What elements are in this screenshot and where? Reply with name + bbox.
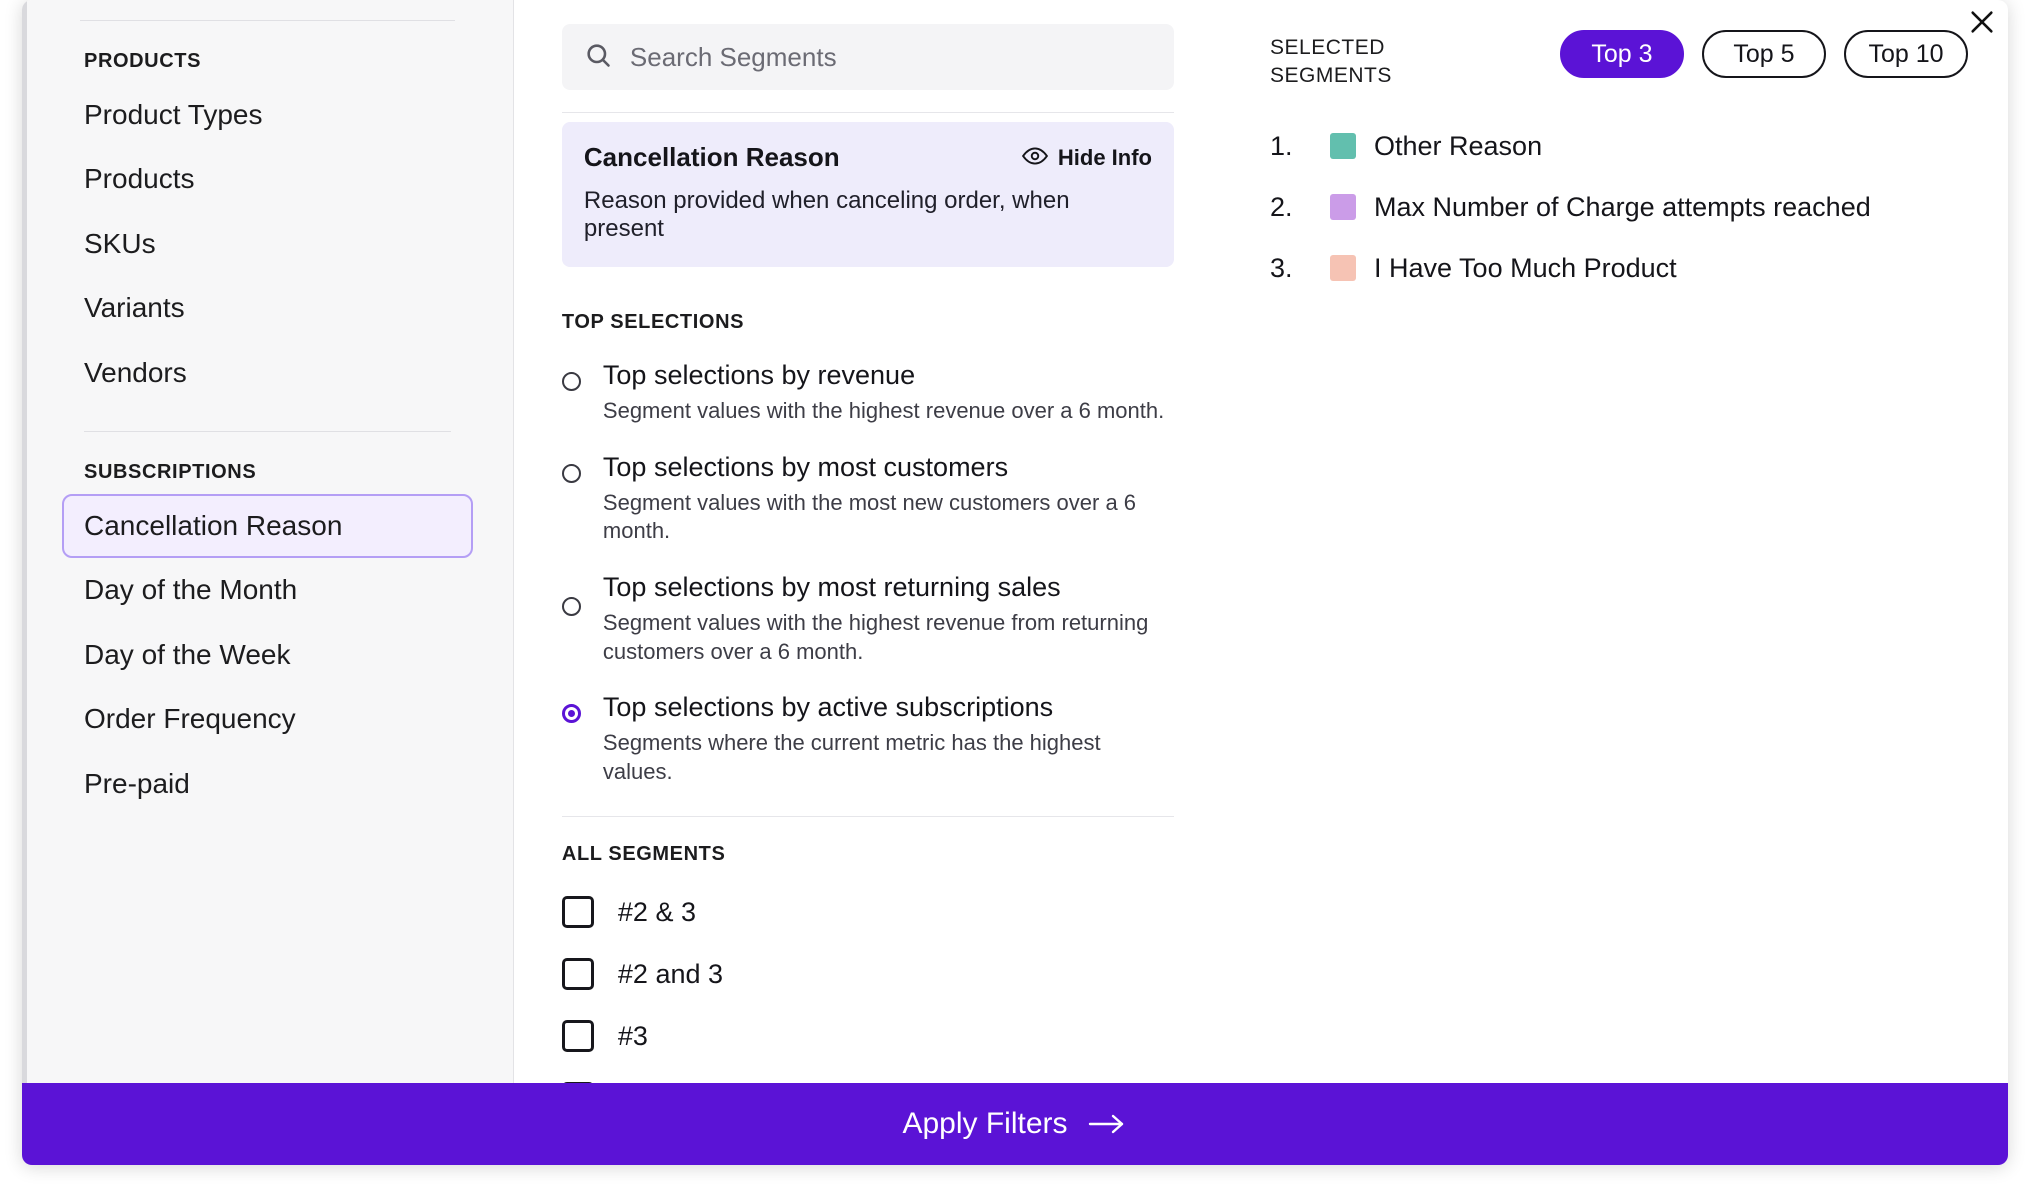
hide-info-button[interactable] (1022, 145, 1152, 171)
eye-icon (1022, 145, 1048, 171)
apply-filters-button[interactable] (22, 1083, 2008, 1165)
sidebar-item-skus[interactable]: SKUs (84, 227, 156, 259)
selected-segment-item (1270, 131, 1968, 162)
color-swatch (1330, 194, 1356, 220)
selected-segments-panel (1222, 0, 2008, 1083)
radio-option-title: Top selections by most customers (602, 451, 1009, 482)
sidebar-item-products[interactable]: Products (84, 163, 195, 195)
top-selections-label: TOP SELECTIONS (561, 311, 745, 333)
selected-segment-rank: 1. (1270, 130, 1293, 161)
segments-panel (514, 0, 1222, 1083)
radio-option-description: Segment values with the most new customers over a 6 month. (602, 489, 1137, 544)
segment-label: #3 (617, 1020, 648, 1051)
selected-segment-name: Max Number of Charge attempts reached (1374, 191, 1871, 222)
segment-label: #2 and 3 (617, 958, 724, 989)
selected-segment-name: Other Reason (1374, 130, 1543, 161)
sidebar-item-pre-paid[interactable]: Pre-paid (84, 767, 190, 799)
arrow-right-icon (1088, 1113, 1128, 1135)
selected-segment-item (1270, 253, 1968, 284)
radio-option-title: Top selections by revenue (602, 360, 916, 390)
selected-segments-list (1270, 131, 1968, 284)
search-segments-box[interactable] (562, 24, 1174, 90)
segment-label: #2 & 3 (617, 896, 696, 927)
sidebar (22, 0, 514, 1083)
segment-checkbox-row[interactable] (562, 958, 1174, 990)
radio-option-description: Segments where the current metric has the highest values. (602, 730, 1101, 784)
radio-indicator[interactable] (562, 372, 581, 391)
selected-segments-label: SELECTED SEGMENTS (1270, 36, 1392, 88)
search-input[interactable] (630, 42, 1152, 73)
checkbox-indicator[interactable] (562, 958, 594, 990)
radio-option-description: Segment values with the highest revenue over a 6 month. (602, 398, 1165, 424)
info-card-title: Cancellation Reason (583, 142, 840, 172)
radio-option-revenue[interactable] (562, 360, 1174, 426)
sidebar-item-variants[interactable]: Variants (84, 292, 185, 324)
pill-top-5[interactable]: Top 5 (1702, 30, 1826, 78)
pill-top-10[interactable]: Top 10 (1844, 30, 1968, 78)
radio-option-description: Segment values with the highest revenue from returning customers over a 6 month. (602, 609, 1149, 664)
sidebar-section-subscriptions-label: SUBSCRIPTIONS (84, 460, 257, 483)
sidebar-item-day-of-the-month[interactable]: Day of the Month (84, 574, 298, 606)
apply-filters-label: Apply Filters (902, 1107, 1068, 1140)
sidebar-item-vendors[interactable]: Vendors (84, 356, 187, 388)
radio-option-title: Top selections by most returning sales (602, 571, 1061, 602)
radio-option-title: Top selections by active subscriptions (602, 692, 1054, 723)
selected-segment-rank: 2. (1270, 191, 1293, 222)
color-swatch (1330, 255, 1356, 281)
info-card (562, 122, 1174, 267)
radio-option-most-customers[interactable] (562, 452, 1174, 546)
checkbox-indicator[interactable] (562, 896, 594, 928)
search-divider (562, 112, 1174, 113)
segment-filter-modal (22, 0, 2008, 1165)
segment-checkbox-row[interactable] (562, 1020, 1174, 1052)
top-n-pill-group (1560, 30, 1968, 78)
color-swatch (1330, 133, 1356, 159)
sidebar-item-cancellation-reason[interactable]: Cancellation Reason (62, 494, 473, 558)
close-icon[interactable] (1962, 2, 2002, 42)
sidebar-item-order-frequency[interactable]: Order Frequency (84, 703, 296, 735)
radio-indicator-selected[interactable] (562, 704, 581, 723)
radio-indicator[interactable] (562, 597, 581, 616)
all-segments-label: ALL SEGMENTS (561, 843, 726, 866)
segment-checkbox-row[interactable] (562, 896, 1174, 928)
sidebar-item-day-of-the-week[interactable]: Day of the Week (84, 638, 291, 670)
radio-option-returning-sales[interactable] (562, 572, 1174, 666)
radio-indicator[interactable] (562, 464, 581, 483)
sidebar-scrollbar-thumb[interactable] (22, 0, 27, 1083)
pill-top-3[interactable]: Top 3 (1560, 30, 1684, 78)
info-card-description: Reason provided when canceling order, when present (583, 187, 1070, 242)
modal-body (22, 0, 2008, 1083)
sidebar-item-product-types[interactable]: Product Types (84, 99, 263, 130)
hide-info-label: Hide Info (1057, 144, 1152, 170)
selected-segments-header (1270, 30, 1968, 91)
selected-segment-rank: 3. (1270, 252, 1293, 283)
sidebar-scrollbar[interactable] (22, 0, 27, 1083)
selected-segment-item (1270, 192, 1968, 223)
sidebar-section-products-label: PRODUCTS (84, 50, 202, 72)
search-icon (584, 41, 612, 74)
all-segments-divider (562, 816, 1174, 817)
selected-segment-name: I Have Too Much Product (1374, 252, 1677, 283)
info-card-header (584, 142, 1152, 173)
radio-option-active-subscriptions[interactable] (562, 692, 1174, 786)
checkbox-indicator[interactable] (562, 1020, 594, 1052)
